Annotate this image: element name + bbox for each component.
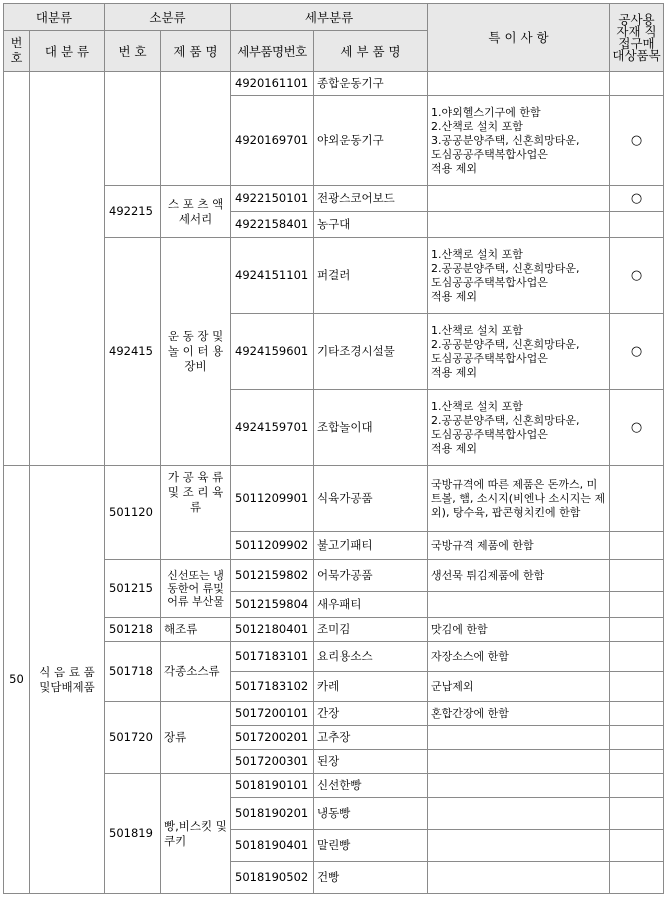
purchase-mark-cell	[610, 72, 664, 96]
detail-code-cell: 5011209901	[231, 466, 314, 532]
major-number-cell: 50	[4, 466, 30, 894]
minor-name-cell: 장류	[161, 702, 231, 774]
table-row	[4, 72, 664, 96]
detail-name-cell: 건빵	[314, 862, 428, 894]
detail-name-cell: 전광스코어보드	[314, 186, 428, 212]
note-cell	[428, 774, 610, 798]
detail-name-cell: 농구대	[314, 212, 428, 238]
procurement-table-container	[3, 3, 664, 894]
purchase-mark-cell: ○	[610, 314, 664, 390]
detail-name-cell: 냉동빵	[314, 798, 428, 830]
product-classification-table	[3, 3, 664, 894]
purchase-mark-cell	[610, 592, 664, 618]
major-no-cell-empty	[4, 72, 30, 466]
minor-code-cell: 501120	[105, 466, 161, 560]
detail-code-cell: 5017183101	[231, 642, 314, 672]
minor-code-cell: 501215	[105, 560, 161, 618]
minor-code-cell: 501720	[105, 702, 161, 774]
header-major: 대분류	[4, 4, 105, 31]
purchase-mark-cell: ○	[610, 186, 664, 212]
minor-name-cell: 가 공 육 류 및 조 리 육 류	[161, 466, 231, 560]
note-cell: 군납제외	[428, 672, 610, 702]
header-col-major-name: 대 분 류	[30, 31, 105, 72]
minor-name-cell: 신선또는 냉동한어 류및어류 부산물	[161, 560, 231, 618]
purchase-mark-cell	[610, 750, 664, 774]
note-cell: 맛김에 한함	[428, 618, 610, 642]
major-name-cell: 식 음 료 품 및담배제품	[30, 466, 105, 894]
detail-code-cell: 4920169701	[231, 96, 314, 186]
detail-code-cell: 5017200301	[231, 750, 314, 774]
minor-name-cell: 각종소스류	[161, 642, 231, 702]
detail-name-cell: 된장	[314, 750, 428, 774]
minor-code-cell: 492215	[105, 186, 161, 238]
note-cell	[428, 798, 610, 830]
header-public-purchase: 공사용 자재 직접구매 대상품목	[610, 4, 664, 72]
note-cell: 혼합간장에 한함	[428, 702, 610, 726]
detail-name-cell: 어묵가공품	[314, 560, 428, 592]
note-cell: 1.산책로 설치 포함 2.공공분양주택, 신혼희망타운, 도심공공주택복합사업은 적용 제외	[428, 390, 610, 466]
detail-code-cell: 5011209902	[231, 532, 314, 560]
purchase-mark-cell	[610, 642, 664, 672]
header-col-detail-no: 세부품명번호	[231, 31, 314, 72]
purchase-mark-cell	[610, 830, 664, 862]
note-cell: 국방규격에 따른 제품은 돈까스, 미트볼, 햄, 소시지(비엔나 소시지는 제외), 탕수육, 팝콘형치킨에 한함	[428, 466, 610, 532]
purchase-mark-cell: ○	[610, 390, 664, 466]
note-cell	[428, 186, 610, 212]
purchase-mark-cell	[610, 466, 664, 532]
table-row	[4, 466, 664, 532]
header-detail: 세부분류	[231, 4, 428, 31]
detail-code-cell: 5012180401	[231, 618, 314, 642]
note-cell	[428, 862, 610, 894]
detail-code-cell: 5018190201	[231, 798, 314, 830]
minor-name-cell: 운 동 장 및 놀 이 터 용 장비	[161, 238, 231, 466]
header-col-minor-no: 번 호	[105, 31, 161, 72]
note-cell: 1.야외헬스기구에 한함 2.산책로 설치 포함 3.공공분양주택, 신혼희망타운, 도심공공주택복합사업은 적용 제외	[428, 96, 610, 186]
minor-name-cell: 해조류	[161, 618, 231, 642]
note-cell	[428, 212, 610, 238]
detail-code-cell: 5018190101	[231, 774, 314, 798]
purchase-mark-cell	[610, 726, 664, 750]
note-cell: 생선묵 튀김제품에 한함	[428, 560, 610, 592]
note-cell	[428, 726, 610, 750]
header-col-detail-name: 세 부 품 명	[314, 31, 428, 72]
detail-code-cell: 4924151101	[231, 238, 314, 314]
detail-name-cell: 식육가공품	[314, 466, 428, 532]
note-cell	[428, 830, 610, 862]
detail-code-cell: 4922158401	[231, 212, 314, 238]
note-cell: 자장소스에 한함	[428, 642, 610, 672]
detail-name-cell: 간장	[314, 702, 428, 726]
detail-name-cell: 고추장	[314, 726, 428, 750]
minor-code-cell: 492415	[105, 238, 161, 466]
note-cell	[428, 592, 610, 618]
detail-code-cell: 5017200101	[231, 702, 314, 726]
detail-code-cell: 5018190502	[231, 862, 314, 894]
purchase-mark-cell	[610, 862, 664, 894]
purchase-mark-cell	[610, 798, 664, 830]
major-name-cell-empty	[30, 72, 105, 466]
minor-code-cell: 501218	[105, 618, 161, 642]
detail-name-cell: 요리용소스	[314, 642, 428, 672]
minor-code-cell	[105, 72, 161, 186]
minor-name-cell	[161, 72, 231, 186]
purchase-mark-cell	[610, 532, 664, 560]
minor-code-cell: 501819	[105, 774, 161, 894]
purchase-mark-cell: ○	[610, 238, 664, 314]
detail-name-cell: 퍼걸러	[314, 238, 428, 314]
detail-code-cell: 4920161101	[231, 72, 314, 96]
detail-name-cell: 조합놀이대	[314, 390, 428, 466]
note-cell	[428, 750, 610, 774]
detail-name-cell: 불고기패티	[314, 532, 428, 560]
detail-name-cell: 기타조경시설물	[314, 314, 428, 390]
purchase-mark-cell	[610, 672, 664, 702]
purchase-mark-cell	[610, 702, 664, 726]
note-cell: 국방규격 제품에 한함	[428, 532, 610, 560]
detail-name-cell: 말린빵	[314, 830, 428, 862]
header-notes: 특 이 사 항	[428, 4, 610, 72]
detail-code-cell: 5017183102	[231, 672, 314, 702]
header-minor: 소분류	[105, 4, 231, 31]
note-cell: 1.산책로 설치 포함 2.공공분양주택, 신혼희망타운, 도심공공주택복합사업은 적용 제외	[428, 314, 610, 390]
detail-code-cell: 4924159701	[231, 390, 314, 466]
purchase-mark-cell	[610, 560, 664, 592]
detail-code-cell: 4922150101	[231, 186, 314, 212]
detail-name-cell: 신선한빵	[314, 774, 428, 798]
purchase-mark-cell	[610, 212, 664, 238]
purchase-mark-cell	[610, 774, 664, 798]
note-cell: 1.산책로 설치 포함 2.공공분양주택, 신혼희망타운, 도심공공주택복합사업은 적용 제외	[428, 238, 610, 314]
header-col-no: 번호	[4, 31, 30, 72]
header-row-top	[4, 4, 664, 31]
purchase-mark-cell: ○	[610, 96, 664, 186]
detail-name-cell: 카레	[314, 672, 428, 702]
detail-code-cell: 5017200201	[231, 726, 314, 750]
minor-name-cell: 빵,비스킷 및쿠키	[161, 774, 231, 894]
detail-name-cell: 야외운동기구	[314, 96, 428, 186]
minor-code-cell: 501718	[105, 642, 161, 702]
detail-code-cell: 5012159804	[231, 592, 314, 618]
header-col-product-name: 제 품 명	[161, 31, 231, 72]
note-cell	[428, 72, 610, 96]
minor-name-cell: 스 포 츠 액 세서리	[161, 186, 231, 238]
detail-name-cell: 조미김	[314, 618, 428, 642]
detail-code-cell: 4924159601	[231, 314, 314, 390]
detail-code-cell: 5018190401	[231, 830, 314, 862]
detail-name-cell: 종합운동기구	[314, 72, 428, 96]
detail-code-cell: 5012159802	[231, 560, 314, 592]
purchase-mark-cell	[610, 618, 664, 642]
detail-name-cell: 새우패티	[314, 592, 428, 618]
